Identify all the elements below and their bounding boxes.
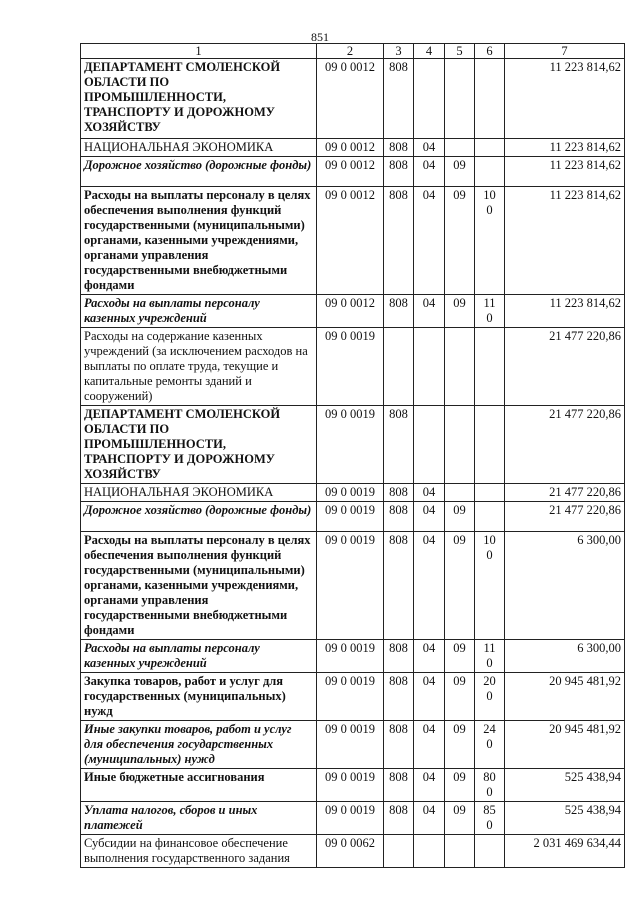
subsection-code	[445, 139, 475, 157]
expense-type-code: 100	[475, 187, 505, 295]
section-code	[414, 406, 445, 484]
item-name: Расходы на выплаты персоналу казенных учреждений	[81, 295, 317, 328]
expense-type-code	[475, 835, 505, 868]
table-row	[81, 295, 625, 328]
department-code: 808	[384, 502, 414, 532]
target-code: 09 0 0019	[317, 406, 384, 484]
table-row	[81, 502, 625, 532]
subsection-code: 09	[445, 295, 475, 328]
table-row	[81, 835, 625, 868]
expense-type-code	[475, 328, 505, 406]
expense-type-code: 100	[475, 532, 505, 640]
section-code: 04	[414, 640, 445, 673]
section-code	[414, 328, 445, 406]
amount: 525 438,94	[505, 769, 625, 802]
target-code: 09 0 0019	[317, 502, 384, 532]
subsection-code: 09	[445, 532, 475, 640]
subsection-code: 09	[445, 502, 475, 532]
subsection-code	[445, 484, 475, 502]
target-code: 09 0 0019	[317, 532, 384, 640]
item-name: Дорожное хозяйство (дорожные фонды)	[81, 157, 317, 187]
subsection-code: 09	[445, 187, 475, 295]
table-row	[81, 769, 625, 802]
department-code: 808	[384, 406, 414, 484]
target-code: 09 0 0019	[317, 802, 384, 835]
target-code: 09 0 0062	[317, 835, 384, 868]
subsection-code: 09	[445, 769, 475, 802]
subsection-code: 09	[445, 721, 475, 769]
table-row	[81, 139, 625, 157]
department-code: 808	[384, 802, 414, 835]
item-name: Расходы на содержание казенных учреждений (за исключением расходов на выплаты по оплате труда, текущие и капитальные ремонты зданий и сооружений)	[81, 328, 317, 406]
department-code: 808	[384, 673, 414, 721]
amount: 11 223 814,62	[505, 295, 625, 328]
section-code: 04	[414, 139, 445, 157]
item-name: Иные закупки товаров, работ и услуг для обеспечения государственных (муниципальных) нужд	[81, 721, 317, 769]
subsection-code	[445, 835, 475, 868]
department-code: 808	[384, 532, 414, 640]
amount: 21 477 220,86	[505, 502, 625, 532]
section-code: 04	[414, 157, 445, 187]
expense-type-code	[475, 139, 505, 157]
item-name: Уплата налогов, сборов и иных платежей	[81, 802, 317, 835]
expense-type-code: 110	[475, 295, 505, 328]
target-code: 09 0 0019	[317, 640, 384, 673]
item-name: Расходы на выплаты персоналу в целях обеспечения выполнения функций государственными (муниципальными) органами, казенными учреждениями, органами управления государственными внебюджетными фондами	[81, 187, 317, 295]
subsection-code	[445, 406, 475, 484]
amount: 2 031 469 634,44	[505, 835, 625, 868]
subsection-code: 09	[445, 673, 475, 721]
table-row	[81, 187, 625, 295]
table-row	[81, 532, 625, 640]
item-name: Расходы на выплаты персоналу в целях обеспечения выполнения функций государственными (муниципальными) органами, казенными учреждениями, органами управления государственными внебюджетными фондами	[81, 532, 317, 640]
department-code: 808	[384, 295, 414, 328]
target-code: 09 0 0019	[317, 769, 384, 802]
department-code	[384, 328, 414, 406]
subsection-code: 09	[445, 157, 475, 187]
subsection-code	[445, 328, 475, 406]
department-code: 808	[384, 640, 414, 673]
department-code: 808	[384, 157, 414, 187]
amount: 6 300,00	[505, 640, 625, 673]
column-header: 1	[81, 44, 317, 59]
department-code: 808	[384, 187, 414, 295]
department-code: 808	[384, 139, 414, 157]
section-code: 04	[414, 502, 445, 532]
column-header: 7	[505, 44, 625, 59]
item-name: НАЦИОНАЛЬНАЯ ЭКОНОМИКА	[81, 484, 317, 502]
target-code: 09 0 0019	[317, 328, 384, 406]
column-header: 4	[414, 44, 445, 59]
expense-type-code: 110	[475, 640, 505, 673]
expense-type-code	[475, 484, 505, 502]
department-code	[384, 835, 414, 868]
table-header-row	[81, 44, 625, 59]
item-name: Иные бюджетные ассигнования	[81, 769, 317, 802]
amount: 11 223 814,62	[505, 187, 625, 295]
amount: 11 223 814,62	[505, 59, 625, 139]
target-code: 09 0 0019	[317, 673, 384, 721]
amount: 20 945 481,92	[505, 721, 625, 769]
section-code: 04	[414, 769, 445, 802]
column-header: 5	[445, 44, 475, 59]
department-code: 808	[384, 769, 414, 802]
column-header: 3	[384, 44, 414, 59]
page-number: 851	[311, 30, 329, 44]
target-code: 09 0 0012	[317, 295, 384, 328]
section-code	[414, 59, 445, 139]
amount: 11 223 814,62	[505, 157, 625, 187]
item-name: Расходы на выплаты персоналу казенных учреждений	[81, 640, 317, 673]
item-name: Субсидии на финансовое обеспечение выполнения государственного задания	[81, 835, 317, 868]
item-name: Закупка товаров, работ и услуг для государственных (муниципальных) нужд	[81, 673, 317, 721]
target-code: 09 0 0012	[317, 139, 384, 157]
amount: 525 438,94	[505, 802, 625, 835]
amount: 11 223 814,62	[505, 139, 625, 157]
amount: 6 300,00	[505, 532, 625, 640]
subsection-code: 09	[445, 640, 475, 673]
table-row	[81, 328, 625, 406]
section-code: 04	[414, 295, 445, 328]
amount: 20 945 481,92	[505, 673, 625, 721]
section-code: 04	[414, 673, 445, 721]
department-code: 808	[384, 59, 414, 139]
table-row	[81, 59, 625, 139]
column-header: 2	[317, 44, 384, 59]
subsection-code: 09	[445, 802, 475, 835]
target-code: 09 0 0019	[317, 484, 384, 502]
target-code: 09 0 0012	[317, 157, 384, 187]
expense-type-code	[475, 502, 505, 532]
target-code: 09 0 0012	[317, 187, 384, 295]
section-code: 04	[414, 802, 445, 835]
expense-type-code: 850	[475, 802, 505, 835]
section-code	[414, 835, 445, 868]
amount: 21 477 220,86	[505, 406, 625, 484]
item-name: ДЕПАРТАМЕНТ СМОЛЕНСКОЙ ОБЛАСТИ ПО ПРОМЫШЛЕННОСТИ, ТРАНСПОРТУ И ДОРОЖНОМУ ХОЗЯЙСТВУ	[81, 59, 317, 139]
target-code: 09 0 0019	[317, 721, 384, 769]
column-header: 6	[475, 44, 505, 59]
item-name: ДЕПАРТАМЕНТ СМОЛЕНСКОЙ ОБЛАСТИ ПО ПРОМЫШЛЕННОСТИ, ТРАНСПОРТУ И ДОРОЖНОМУ ХОЗЯЙСТВУ	[81, 406, 317, 484]
section-code: 04	[414, 532, 445, 640]
expense-type-code: 800	[475, 769, 505, 802]
department-code: 808	[384, 484, 414, 502]
budget-table	[80, 43, 625, 868]
expense-type-code	[475, 59, 505, 139]
table-row	[81, 673, 625, 721]
expense-type-code: 200	[475, 673, 505, 721]
section-code: 04	[414, 484, 445, 502]
subsection-code	[445, 59, 475, 139]
department-code: 808	[384, 721, 414, 769]
table-row	[81, 640, 625, 673]
expense-type-code	[475, 157, 505, 187]
expense-type-code	[475, 406, 505, 484]
target-code: 09 0 0012	[317, 59, 384, 139]
section-code: 04	[414, 187, 445, 295]
item-name: НАЦИОНАЛЬНАЯ ЭКОНОМИКА	[81, 139, 317, 157]
table-row	[81, 484, 625, 502]
table-row	[81, 721, 625, 769]
expense-type-code: 240	[475, 721, 505, 769]
table-row	[81, 157, 625, 187]
amount: 21 477 220,86	[505, 484, 625, 502]
section-code: 04	[414, 721, 445, 769]
table-row	[81, 406, 625, 484]
amount: 21 477 220,86	[505, 328, 625, 406]
item-name: Дорожное хозяйство (дорожные фонды)	[81, 502, 317, 532]
table-row	[81, 802, 625, 835]
